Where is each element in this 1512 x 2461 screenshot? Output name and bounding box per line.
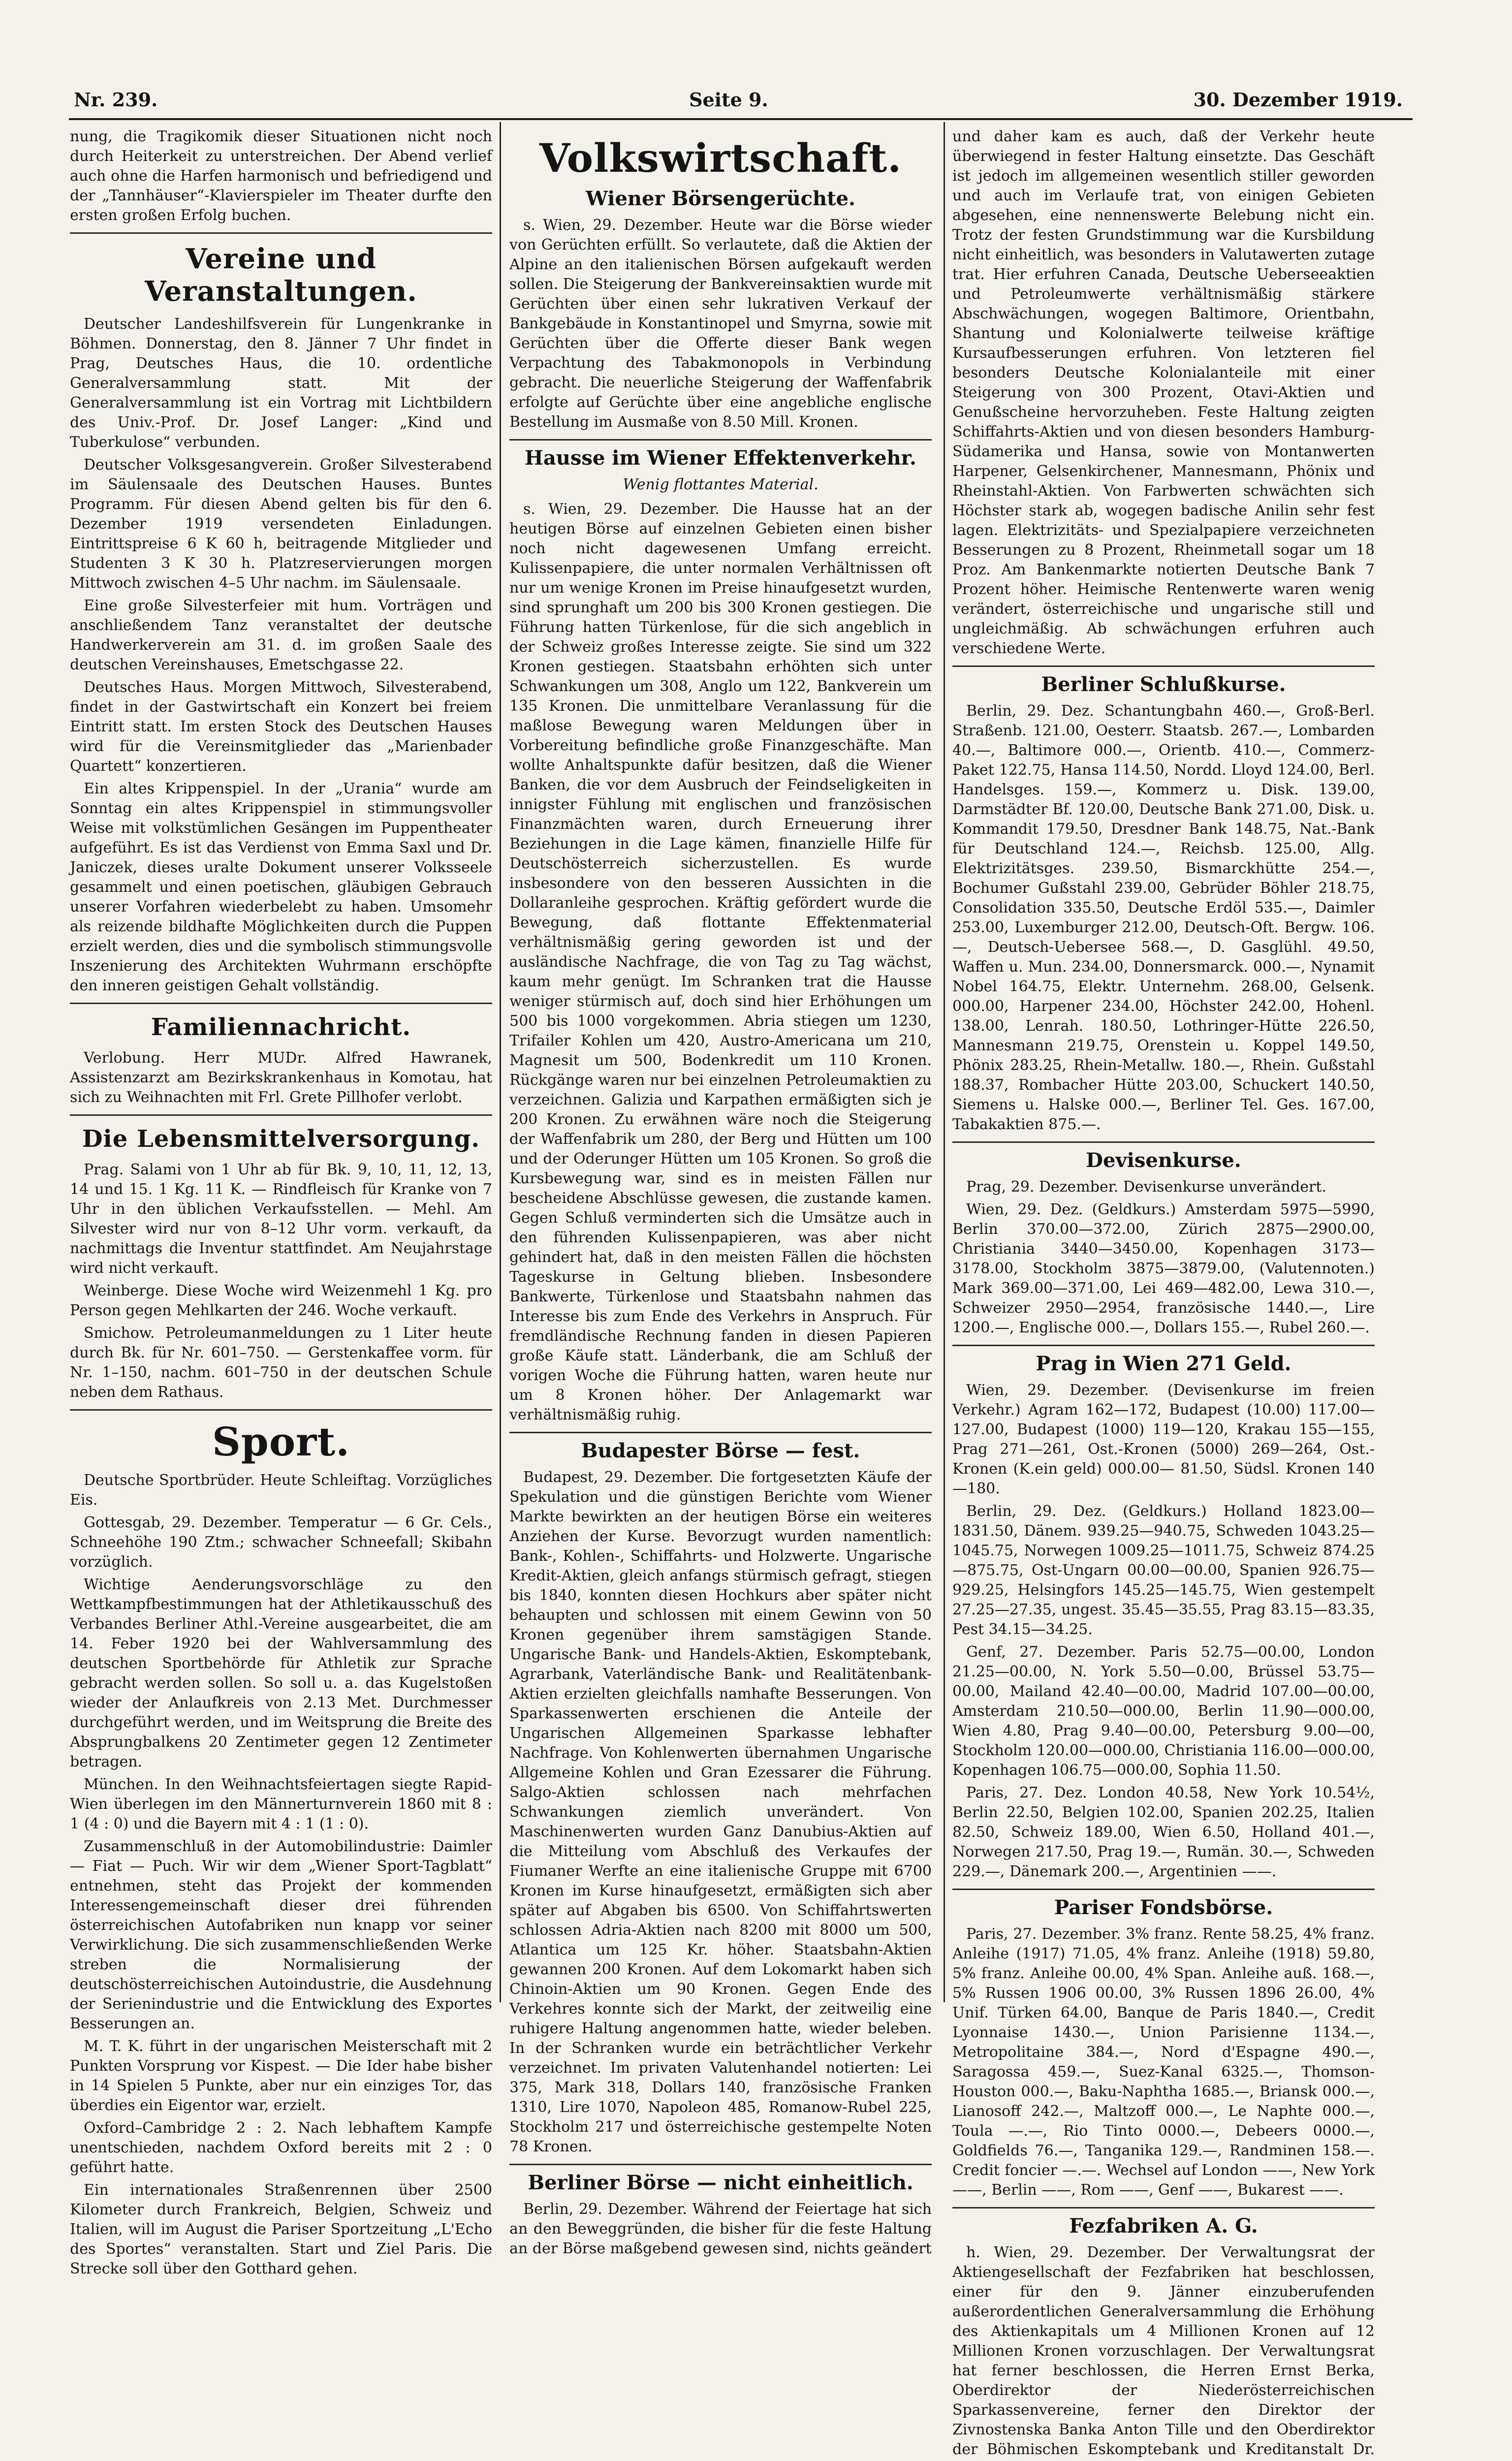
section-title-familie: Familiennachricht. <box>151 1013 411 1041</box>
section-title-sport: Sport. <box>212 1419 350 1465</box>
column-rule-1 <box>500 122 501 2002</box>
section-divider <box>70 1003 492 1004</box>
article-paragraph: Prag. Salami von 1 Uhr ab für Bk. 9, 10, 11, 12, 13, 14 und 15. 1 Kg. 11 K. — Rindfleisch für Kranke von 7 Uhr in den üblichen Verkaufsstellen. — Mehl. Am Silvester wird nur von 8–12 Uhr vorm. verkauft, da nachmittags die Inventur stattfindet. Am Neujahrstage wird nicht verkauft. <box>70 1161 492 1277</box>
article-paragraph: Berlin, 29. Dez. Schantungbahn 460.—, Groß-Berl. Straßenb. 121.00, Oesterr. Staatsb. 267.—, Lombarden 40.—, Baltimore 000.—, Orientb. 410.—, Commerz-Paket 122.75, Hansa 114.50, Nordd. Lloyd 124.00, Berl. Handelsges. 159.—, Kommerz u. Disk. 139.00, Darmstädter Bf. 120.00, Deutsche Bank 271.00, Disk. u. Kommandit 179.50, Dresdner Bank 148.75, Nat.-Bank für Deutschland 124.—, Reichsb. 125.00, Allg. Elektrizitätsges. 239.50, Bismarckhütte 254.—, Bochumer Gußstahl 239.00, Gebrüder Böhler 218.75, Consolidation 335.50, Deutsche Erdöl 535.—, Daimler 253.00, Luxemburger 212.00, Deutsch-Oft. Bergw. 106.—, Deutsch-Uebersee 568.—, D. Gasglühl. 49.50, Waffen u. Mun. 234.00, Donnersmarck. 000.—, Nynamit Nobel 164.75, Elektr. Unternehm. 268.00, Gelsenk. 000.00, Harpener 234.00, Höchster 242.00, Hohenl. 138.00, Lenrah. 180.50, Lothringer-Hütte 226.50, Mannesmann 219.75, Orenstein u. Koppel 149.50, Phönix 283.25, Rhein-Metallw. 180.—, Rhein. Gußstahl 188.37, Rombacher Hütte 203.00, Schuckert 140.50, Siemens u. Halske 000.—, Berliner Tel. Ges. 167.00, Tabakaktien 875.—. <box>952 702 1375 1133</box>
article-title-wiener-boerse: Wiener Börsengerüchte. <box>586 187 855 210</box>
article-paragraph: h. Wien, 29. Dezember. Der Verwaltungsrat der Aktiengesellschaft der Fezfabriken hat beschlossen, einer für den 9. Jänner einzuberufenden außerordentlichen Generalversammlung die Erhöhung des Aktienkapitals um 4 Millionen Kronen auf 12 Millionen Kronen vorzuschlagen. Der Verwaltungsrat hat ferner beschlossen, die Herren Ernst Berka, Oberdirektor der Niederösterreichischen Sparkassenvereine, ferner den Direktor der Zivnostenska Banka Anton Tille und den Oberdirektor der Böhmischen Eskomptebank und Kreditanstalt Dr. <box>952 2244 1375 2458</box>
article-paragraph: Genf, 27. Dezember. Paris 52.75—00.00, London 21.25—00.00, N. York 5.50—0.00, Brüssel 53.75—00.00, Mailand 42.40—00.00, Madrid 107.00—00.00, Amsterdam 210.50—000.00, Berlin 11.90—000.00, Wien 4.80, Prag 9.40—00.00, Petersburg 9.00—00, Stockholm 120.00—000.00, Christiania 116.00—000.00, Kopenhagen 106.75—000.00, Sophia 11.50. <box>952 1643 1375 1779</box>
article-paragraph: Ein internationales Straßenrennen über 2500 Kilometer durch Frankreich, Belgien, Schweiz und Italien, will im August die Pariser Sportzeitung „L'Echo des Sportes“ veranstalten. Start und Ziel Paris. Die Strecke soll über den Gotthard gehen. <box>70 2181 492 2277</box>
article-title-devisen: Devisenkurse. <box>1086 1149 1241 1172</box>
article-paragraph: Deutscher Volksgesangverein. Großer Silvesterabend im Säulensaale des Deutschen Hauses. Buntes Programm. Für diesen Abend gelten bis für den 6. Dezember 1919 versendeten Einladungen. Eintrittspreise 6 K 60 h, beitragende Mitglieder und Studenten 3 K 30 h. Platzreservierungen morgen Mittwoch zwischen 4–5 Uhr nachm. im Säulensaale. <box>70 456 492 592</box>
section-divider <box>509 1432 932 1433</box>
article-paragraph: Berlin, 29. Dezember. Während der Feiertage hat sich an den Beweggründen, die bisher für die feste Haltung an der Börse maßgebend gewesen sind, nichts geändert <box>509 2201 932 2257</box>
intro-paragraph: nung, die Tragikomik dieser Situationen nicht noch durch Heiterkeit zu unterstreichen. Der Abend verlief auch ohne die Harfen harmonisch und befriedigend und der „Tannhäuser“-Klavierspieler im Theater durfte den ersten großen Erfolg buchen. <box>70 128 492 224</box>
article-title-hausse: Hausse im Wiener Effektenverkehr. <box>525 446 916 470</box>
article-paragraph: Budapest, 29. Dezember. Die fortgesetzten Käufe der Spekulation und die günstigen Berichte vom Wiener Markte bewirkten an der heutigen Börse ein weiteres Anziehen der Kurse. Bevorzugt wurden namentlich: Bank-, Kohlen-, Schiffahrts- und Holzwerte. Ungarische Kredit-Aktien, gleich anfangs stürmisch gefragt, stiegen bis 1840, konnten diesen Hochkurs aber später nicht behaupten und schlossen mit einem Gewinn von 50 Kronen gegenüber ihrem samstägigen Stande. Ungarische Bank- und Handels-Aktien, Eskomptebank, Agrarbank, Vaterländische Bank- und Realitätenbank-Aktien erzielten gleichfalls namhafte Besserungen. Von Sparkassenwerten erschienen die Anteile der Ungarischen Allgemeinen Sparkasse lebhafter Nachfrage. Von Kohlenwerten übernahmen Ungarische Allgemeine Kohlen und Gran Ezessarer die Führung. Salgo-Aktien schlossen nach mehrfachen Schwankungen ziemlich unverändert. Von Maschinenwerten wurden Ganz Danubius-Aktien auf die Mitteilung vom Abschluß des Verkaufes der Fiumaner Werfte an eine italienische Gruppe mit 6700 Kronen im Kurse hinaufgesetzt, ermäßigten sich aber später auf Abgaben bis 6500. Von Schiffahrtswerten schlossen Adria-Aktien nach 8200 mit 8000 um 500, Atlantica um 125 Kr. höher. Staatsbahn-Aktien gewannen 200 Kronen. Auf dem Lokomarkt haben sich Chinoin-Aktien um 90 Kronen. Gegen Ende des Verkehres konnte sich der Markt, der zeitweilig eine ruhigere Haltung angenommen hatte, wieder beleben. In der Schranken wurde ein beträchtlicher Verkehr verzeichnet. Im privaten Valutenhandel notierten: Lei 375, Mark 318, Dollars 140, französische Franken 1310, Lire 1070, Napoleon 485, Romanow-Rubel 225, Stockholm 217 und österreichische gestempelte Noten 78 Kronen. <box>509 1469 932 2155</box>
article-paragraph: und daher kam es auch, daß der Verkehr heute überwiegend in fester Haltung einsetzte. Das Geschäft ist jedoch im allgemeinen wesentlich stiller geworden und auch im Verlaufe trat, von einigen Gebieten abgesehen, eine nennenswerte Belebung nicht ein. Trotz der festen Grundstimmung war die Kursbildung nicht einheitlich, was besonders in Valutawerten zutage trat. Hier erfuhren Canada, Deutsche Ueberseeaktien und Petroleumwerte verhältnismäßig stärkere Abschwächungen, wogegen Baltimore, Orientbahn, Shantung und Kolonialwerte teilweise kräftige Kursaufbesserungen erfuhren. Von letzteren fiel besonders Deutsche Kolonialanteile mit einer Steigerung von 300 Prozent, Otavi-Aktien und Genußscheine hervorzuheben. Feste Haltung zeigten Schiffahrts-Aktien und von diesen besonders Hamburg-Südamerika und Hansa, sowie von Montanwerten Harpener, Gelsenkirchener, Mannesmann, Phönix und Rheinstahl-Aktien. Von Farbwerten schwächten sich Höchster stark ab, wogegen badische Anilin sehr fest lagen. Elektrizitäts- und Spezialpapiere verzeichneten Besserungen zu 8 Prozent, Rheinmetall sogar um 18 Proz. Am Bankenmarkte notierten Deutsche Bank 7 Prozent höher. Heimische Rentenwerte waren wenig verändert, österreichische und ungarische still und ungleichmäßig. Ab schwächungen erfuhren auch verschiedene Werte. <box>952 128 1375 657</box>
article-title-pariser-fonds: Pariser Fondsbörse. <box>1054 1896 1273 1919</box>
section-divider <box>952 1345 1375 1346</box>
column-2 <box>509 127 932 2257</box>
header-rule <box>69 118 1413 120</box>
article-paragraph: Deutsche Sportbrüder. Heute Schleiftag. Vorzügliches Eis. <box>70 1472 492 1509</box>
article-title-fezfabriken: Fezfabriken A. G. <box>1069 2214 1258 2238</box>
section-divider <box>952 2207 1375 2209</box>
article-paragraph: Paris, 27. Dez. London 40.58, New York 10.54½, Berlin 22.50, Belgien 102.00, Spanien 202.25, Italien 82.50, Schweiz 189.00, Wien 6.50, Holland 401.—, Norwegen 217.50, Prag 19.—, Rumän. 30.—, Schweden 229.—, Dänemark 200.—, Argentinien ——. <box>952 1784 1375 1880</box>
page-number: Seite 9. <box>689 89 768 111</box>
issue-number: Nr. 239. <box>74 89 158 111</box>
article-paragraph: Wichtige Aenderungsvorschläge zu den Wettkampfbestimmungen hat der Athletikausschuß des Verbandes Berliner Athl.-Vereine ausgearbeitet, die am 14. Feber 1920 bei der Wahlversammlung des deutschen Sportbehörde für Athletik zur Sprache gebracht werden sollen. So soll u. a. das Kugelstoßen wieder der Anlaufkreis von 2.13 Met. Durchmesser durchgeführt werden, und im Weitsprung die Breite des Absprungbalkens 20 Zentimeter gegen 12 Zentimeter betragen. <box>70 1576 492 1770</box>
article-paragraph: Paris, 27. Dezember. 3% franz. Rente 58.25, 4% franz. Anleihe (1917) 71.05, 4% franz. Anleihe (1918) 59.80, 5% franz. Anleihe 00.00, 4% Span. Anleihe auß. 168.—, 5% Russen 1906 00.00, 3% Russen 1896 26.00, 4% Unif. Türken 64.00, Banque de Paris 1840.—, Credit Lyonnaise 1430.—, Union Parisienne 1134.—, Metropolitaine 384.—, Nord d'Espagne 490.—, Saragossa 459.—, Suez-Kanal 6325.—, Thomson-Houston 000.—, Baku-Naphtha 1685.—, Briansk 000.—, Lianosoff 242.—, Maltzoff 000.—, Le Naphte 000.—, Toula —.—, Rio Tinto 0000.—, Debeers 0000.—, Goldfields 76.—, Tanganika 129.—, Randminen 158.—. Credit foncier —.—. Wechsel auf London ——, New York ——, Berlin ——, Rom ——, Genf ——, Bukarest ——. <box>952 1925 1375 2199</box>
article-paragraph: Prag, 29. Dezember. Devisenkurse unverändert. <box>966 1178 1326 1196</box>
article-title-berliner-boerse: Berliner Börse — nicht einheitlich. <box>528 2171 914 2194</box>
article-paragraph: Wien, 29. Dezember. (Devisenkurse im freien Verkehr.) Agram 162—172, Budapest (10.00) 117.00—127.00, Budapest (1000) 119—120, Krakau 155—155, Prag 271—261, Ost.-Kronen (5000) 269—264, Ost.-Kronen (K.ein geld) 000.00— 81.50, Südsl. Kronen 140—180. <box>952 1382 1375 1497</box>
section-title-vereine: Vereine und Veranstaltungen. <box>145 243 417 308</box>
page-header <box>74 89 1403 118</box>
column-3 <box>952 127 1375 2458</box>
section-divider <box>70 1409 492 1411</box>
article-title-schlusskurse: Berliner Schlußkurse. <box>1041 673 1286 696</box>
article-paragraph: Berlin, 29. Dez. (Geldkurs.) Holland 1823.00—1831.50, Dänem. 939.25—940.75, Schweden 1043.25—1045.75, Norwegen 1009.25—1011.75, Schweiz 874.25—875.75, Ost-Ungarn 00.00—00.00, Spanien 926.75—929.25, Helsingfors 145.25—145.75, Wien gestempelt 27.25—27.35, ungest. 35.45—35.55, Prag 83.15—83.35, Pest 34.15—34.25. <box>952 1503 1375 1638</box>
article-paragraph: Deutsches Haus. Morgen Mittwoch, Silvesterabend, findet in der Gastwirtschaft ein Konzert bei freiem Eintritt statt. Im ersten Stock des Deutschen Hauses wird für die Vereinsmitglieder das „Marienbader Quartett“ konzertieren. <box>70 679 492 775</box>
section-divider <box>70 232 492 234</box>
section-divider <box>952 1889 1375 1890</box>
article-paragraph: Oxford–Cambridge 2 : 2. Nach lebhaftem Kampfe unentschieden, nachdem Oxford bereits mit 2 : 0 geführt hatte. <box>70 2119 492 2176</box>
article-title-prag: Prag in Wien 271 Geld. <box>1036 1352 1292 1375</box>
column-1 <box>70 127 492 2277</box>
column-rule-2 <box>944 122 945 2002</box>
article-paragraph: Ein altes Krippenspiel. In der „Urania“ wurde am Sonntag ein altes Krippenspiel in stimmungsvoller Weise mit volkstümlichen Gesängen im Puppentheater aufgeführt. Es ist das Verdienst von Emma Saxl und Dr. Janiczek, dieses uralte Dokument unserer Volksseele gesammelt und einen poetischen, gläubigen Gebrauch unserer Vorfahren wiederbelebt zu haben. Umsomehr als reizende bildhafte Möglichkeiten durch die Puppen erzielt werden, dies und die symbolisch stimmungsvolle Inszenierung des Architekten Wuhrmann erschöpfte den inneren geistigen Gehalt vollständig. <box>70 780 492 994</box>
article-paragraph: M. T. K. führt in der ungarischen Meisterschaft mit 2 Punkten Vorsprung vor Kispest. — Die Ider habe bisher in 14 Spielen 5 Punkte, aber nur ein einziges Tor, das überdies ein Eigentor war, erzielt. <box>70 2038 492 2114</box>
article-paragraph: München. In den Weihnachtsfeiertagen siegte Rapid-Wien überlegen im den Männerturnverein 1860 mit 8 : 1 (4 : 0) und die Bayern mit 4 : 1 (1 : 0). <box>70 1776 492 1832</box>
section-title-lebensmittel: Die Lebensmittelversorgung. <box>82 1125 480 1153</box>
article-paragraph: Wien, 29. Dez. (Geldkurs.) Amsterdam 5975—5990, Berlin 370.00—372.00, Zürich 2875—2900.00, Christiania 3440—3450.00, Kopenhagen 3173—3178.00, Stockholm 3875—3879.00, (Valutennoten.) Mark 369.00—371.00, Lei 469—482.00, Lewa 310.—, Schweizer 2950—2954, französische 1440.—, Lire 1200.—, Englische 000.—, Dollars 155.—, Rubel 260.—. <box>952 1201 1375 1336</box>
article-subtitle: Wenig flottantes Material. <box>623 476 819 493</box>
issue-date: 30. Dezember 1919. <box>1193 89 1403 111</box>
article-paragraph: Eine große Silvesterfeier mit hum. Vorträgen und anschließendem Tanz veranstaltet der deutsche Handwerkerverein am 31. d. im großen Saale des deutschen Vereinshauses, Emetschgasse 22. <box>70 597 492 673</box>
article-paragraph: s. Wien, 29. Dezember. Heute war die Börse wieder von Gerüchten erfüllt. So verlautete, daß die Aktien der Alpine an den italienischen Börsen aufgekauft werden sollen. Die Steigerung der Bankvereinsaktien wurde mit Gerüchten über einen sehr lukrativen Verkauf der Bankgebäude in Konstantinopel und Smyrna, sowie mit Gerüchten über die Offerte dieser Bank wegen Verpachtung des Tabakmonopols in Verbindung gebracht. Die neuerliche Steigerung der Waffenfabrik erfolgte auf Gerüchte über eine angebliche englische Bestellung im Ausmaße von 8.50 Mill. Kronen. <box>509 217 932 431</box>
article-paragraph: Weinberge. Diese Woche wird Weizenmehl 1 Kg. pro Person gegen Mehlkarten der 246. Woche verkauft. <box>70 1282 492 1319</box>
article-paragraph: s. Wien, 29. Dezember. Die Hausse hat an der heutigen Börse auf einzelnen Gebieten einen bisher noch nicht dagewesenen Umfang erreicht. Kulissenpapiere, die unter normalen Verhältnissen oft nur um wenige Kronen im Preise hinaufgesetzt wurden, sind sprunghaft um 200 bis 300 Kronen gestiegen. Die Führung hatten Türkenlose, für die sich angeblich in der Schweiz großes Interesse zeigte. Sie sind um 322 Kronen gestiegen. Staatsbahn erhöhten sich unter Schwankungen um 308, Anglo um 122, Bankverein um 135 Kronen. Die unmittelbare Veranlassung für die maßlose Bewegung waren Meldungen über in Vorbereitung befindliche große Finanzgeschäfte. Man wollte Anhaltspunkte dafür besitzen, daß die Wiener Banken, die vor dem Ausbruch der Feindseligkeiten in innigster Fühlung mit englischen und französischen Finanzmächten waren, durch Erneuerung ihrer Beziehungen in die Lage kämen, finanzielle Hilfe für Deutschösterreich sicherzustellen. Es wurde insbesondere von den besseren Aussichten in die Dollaranleihe gesprochen. Kräftig gefördert wurde die Bewegung, daß flottante Effektenmaterial verhältnismäßig gering geworden ist und der ausländische Nachfrage, die von Tag zu Tag wächst, kaum mehr genügt. Im Schranken trat die Hausse weniger stürmisch auf, doch sind hier Erhöhungen um 500 bis 1000 vorgekommen. Abria stiegen um 1230, Trifailer Kohlen um 420, Austro-Americana um 210, Magnesit um 500, Bodenkredit um 110 Kronen. Rückgänge waren nur bei einzelnen Petroleumaktien zu verzeichnen. Galizia und Karpathen ermäßigten sich je 200 Kronen. Zu erwähnen wäre noch die Steigerung der Waffenfabrik um 280, der Berg und Hütten um 100 und der Oderunger Hütten um 105 Kronen. So groß die Kursbewegung war, sind es in meisten Fällen nur bescheidene Abschlüsse gewesen, die zustande kamen. Gegen Schluß verminderten sich die Umsätze auch in den führenden Kulissenpapieren, was aber nicht gehindert hat, daß in den meisten Fällen die höchsten Tageskurse in Geltung blieben. Insbesondere Bankwerte, Türkenlose und Staatsbahn nahmen das Interesse bis zum Ende des Verkehrs in Anspruch. Für fremdländische Rechnung fanden in diesen Papieren große Käufe statt. Länderbank, die am Schluß der vorigen Woche die Führung hatten, waren heute nur um 8 Kronen höher. Der Anlagemarkt war verhältnismäßig ruhig. <box>509 501 932 1423</box>
article-title-budapest: Budapester Börse — fest. <box>581 1439 860 1462</box>
section-divider <box>952 1141 1375 1143</box>
article-paragraph: Gottesgab, 29. Dezember. Temperatur — 6 Gr. Cels., Schneehöhe 190 Ztm.; schwacher Schneefall; Skibahn vorzüglich. <box>70 1514 492 1571</box>
article-paragraph: Verlobung. Herr MUDr. Alfred Hawranek, Assistenzarzt am Bezirkskrankenhaus in Komotau, hat sich zu Weihnachten mit Frl. Grete Pillhofer verlobt. <box>70 1049 492 1106</box>
section-divider <box>70 1114 492 1116</box>
article-paragraph: Deutscher Landeshilfsverein für Lungenkranke in Böhmen. Donnerstag, den 8. Jänner 7 Uhr findet in Prag, Deutsches Haus, die 10. ordentliche Generalversammlung statt. Mit der Generalversammlung ist ein Vortrag mit Lichtbildern des Univ.-Prof. Dr. Josef Langer: „Kind und Tuberkulose“ verbunden. <box>70 316 492 451</box>
section-divider <box>952 665 1375 667</box>
section-divider <box>509 439 932 441</box>
article-paragraph: Smichow. Petroleumanmeldungen zu 1 Liter heute durch Bk. für Nr. 601–750. — Gerstenkaffee vorm. für Nr. 1–150, nachm. 601–750 in der deutschen Schule neben dem Rathaus. <box>70 1325 492 1401</box>
article-paragraph: Zusammenschluß in der Automobilindustrie: Daimler — Fiat — Puch. Wir wir dem „Wiener Sport-Tagblatt“ entnehmen, steht das Projekt der kommenden Interessengemeinschaft dieser drei führenden österreichischen Autofabriken nun knapp vor seiner Verwirklichung. Die sich zusammenschließenden Werke streben die Normalisierung der deutschösterreichischen Autoindustrie, die Ausdehnung der Serienindustrie und die Entwicklung des Exportes Besserungen an. <box>70 1838 492 2032</box>
section-divider <box>509 2164 932 2165</box>
section-title-volkswirtschaft: Volkswirtschaft. <box>539 135 902 181</box>
